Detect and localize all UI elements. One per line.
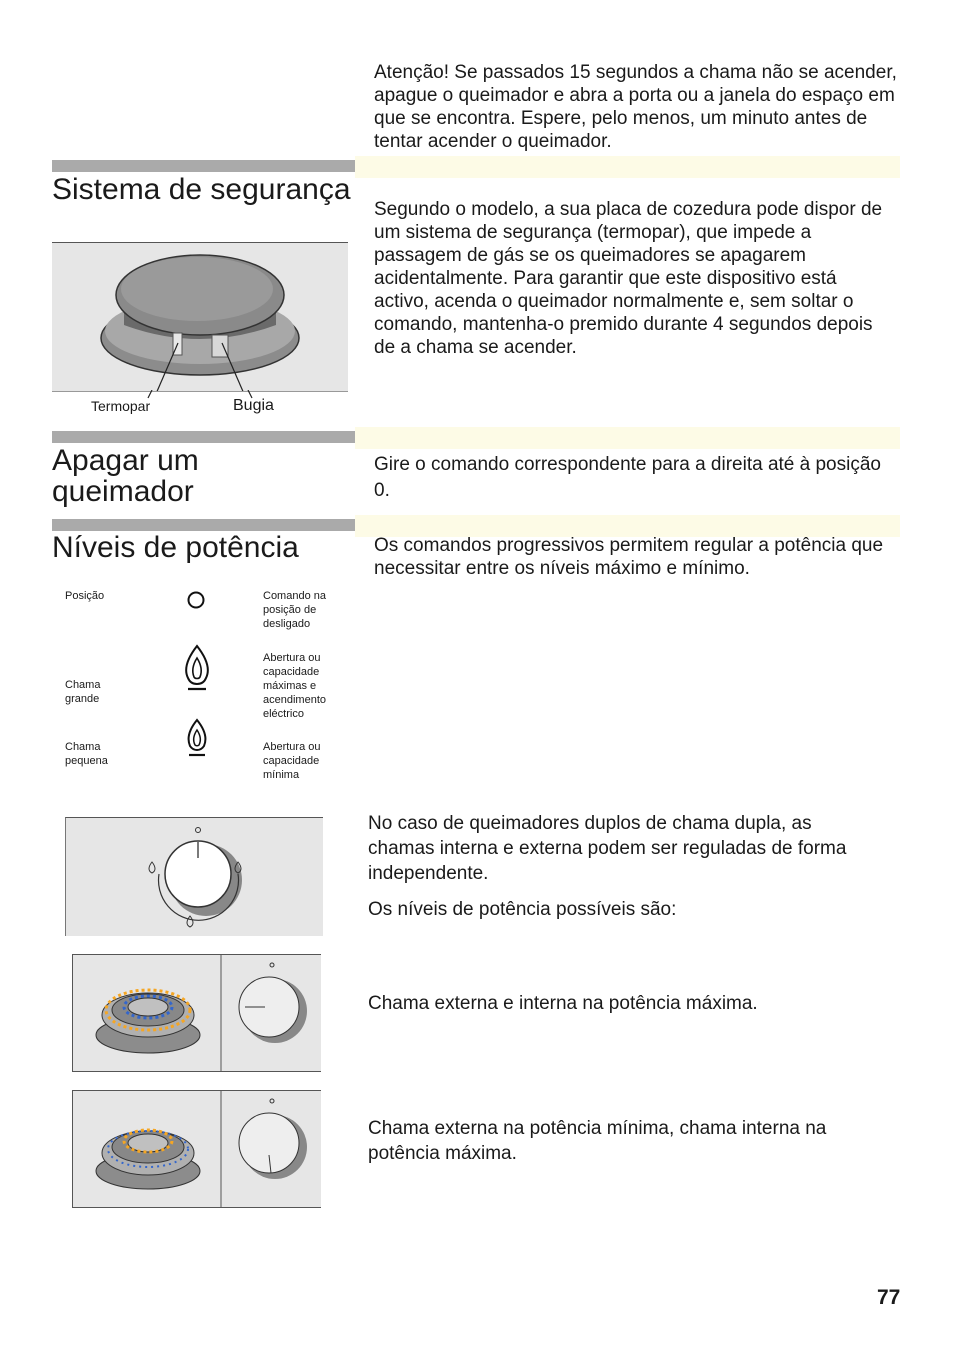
levels-intro-text: Os níveis de potência possíveis são: [368,899,677,920]
safety-heading: Sistema de segurança [52,173,351,206]
off-circle-icon [184,588,208,612]
warning-text: Atenção! Se passados 15 segundos a chama não se acender, apague o queimador e abra a porta ou a janela do espaço em que se encontra. Espere, pelo menos, um minuto antes de tentar acender o queimador. [374,62,897,152]
power-heading: Níveis de potência [52,531,299,564]
burner-illustration [52,242,348,392]
level2-text: Chama externa na potência mínima, chama interna na potência máxima. [368,1118,827,1164]
legend-left-3: Chama pequena [65,741,108,767]
turn-off-text: Gire o comando correspondente para a direita até à posição 0. [374,454,881,501]
legend-left-1: Posição [65,590,105,602]
section-bar [52,160,355,172]
page-number: 77 [877,1286,901,1309]
level1-text: Chama externa e interna na potência máxima. [368,993,758,1014]
small-flame-icon [184,718,210,758]
level1-illustration [72,954,321,1072]
section-bar-highlight [355,427,900,449]
legend-right-1: Comando na posição de desligado [263,590,326,630]
large-flame-icon [182,644,212,692]
section-bar [52,519,355,531]
knob-illustration [65,817,323,936]
legend-right-2: Abertura ou capacidade máximas e acendimento eléctrico [263,652,326,720]
dual-burner-text: No caso de queimadores duplos de chama dupla, as chamas interna e externa podem ser reguladas de forma independente. [368,813,847,884]
legend-right-3: Abertura ou capacidade mínima [263,741,321,781]
power-text: Os comandos progressivos permitem regular a potência que necessitar entre os níveis máximo e mínimo. [374,535,884,579]
turn-off-heading: Apagar um queimador [52,444,199,508]
section-bar [52,431,355,443]
level2-illustration [72,1090,321,1208]
section-bar-highlight [355,156,900,178]
safety-text: Segundo o modelo, a sua placa de cozedura pode dispor de um sistema de segurança (termopar), que impede a passagem de gás se os queimadores se apagarem acidentalmente. Para garantir que este dispositivo está activo, acenda o queimador normalmente e, sem soltar o comando, mantenha-o premido durante 4 segundos depois de a chama se acender. [374,199,883,358]
thermocouple-label: Termopar [91,398,151,414]
legend-left-2: Chama grande [65,679,101,705]
spark-label: Bugia [233,397,274,414]
